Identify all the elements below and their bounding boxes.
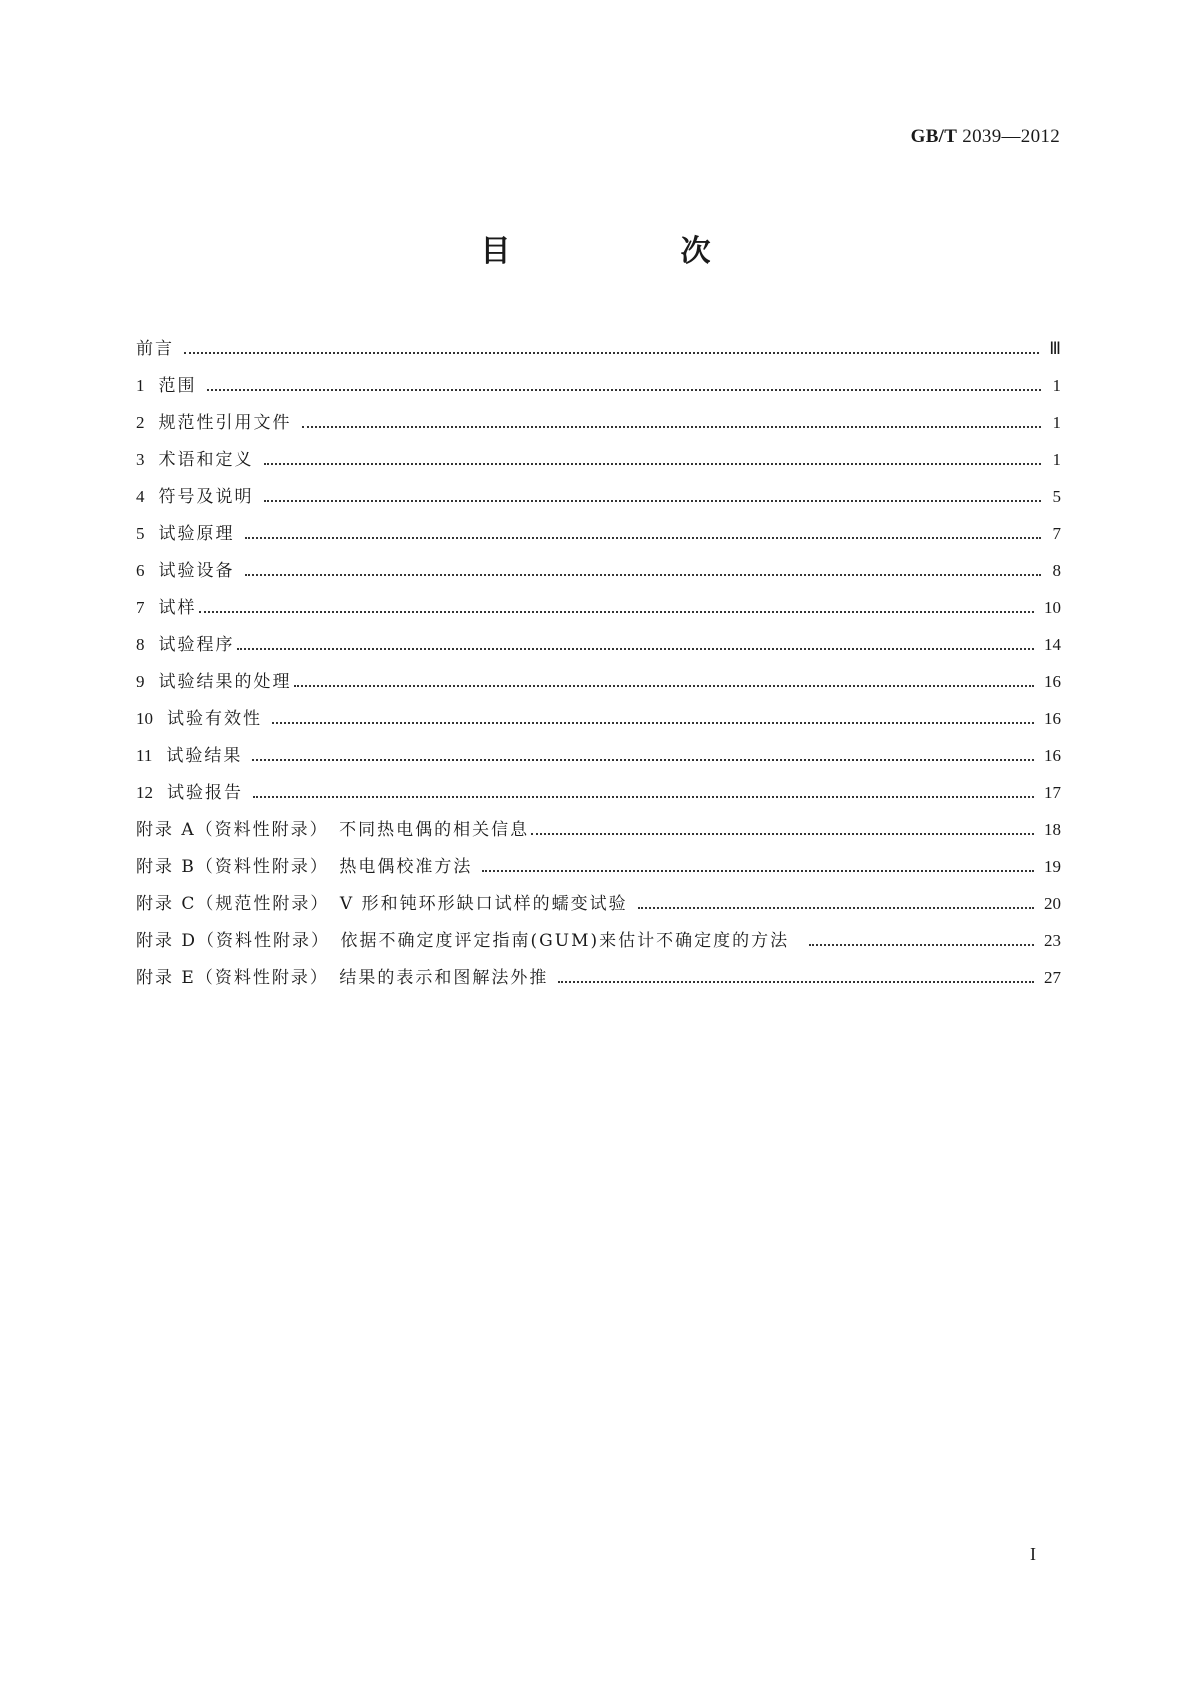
toc-entry-number: 7 bbox=[136, 598, 145, 617]
toc-entry-label: 试验报告 bbox=[167, 783, 243, 803]
toc-entry-number: 10 bbox=[136, 709, 153, 728]
toc-entry-annex-d[interactable] bbox=[136, 915, 1061, 952]
toc-entry-3[interactable] bbox=[136, 434, 1061, 471]
dot-leader bbox=[482, 870, 1034, 872]
toc-entry-7[interactable] bbox=[136, 582, 1061, 619]
toc-entry-2[interactable] bbox=[136, 397, 1061, 434]
toc-entry-number: 1 bbox=[136, 376, 145, 395]
dot-leader bbox=[294, 685, 1035, 687]
dot-leader bbox=[638, 907, 1034, 909]
toc-entry-page: 5 bbox=[1052, 487, 1061, 506]
toc-entry-label: 范围 bbox=[158, 376, 197, 396]
toc-entry-number: 11 bbox=[136, 746, 153, 765]
toc-entry-6[interactable] bbox=[136, 545, 1061, 582]
toc-entry-page: 27 bbox=[1044, 968, 1061, 987]
toc-entry-label: 附录 A（资料性附录） 不同热电偶的相关信息 bbox=[136, 820, 530, 840]
toc-entry-page: 16 bbox=[1044, 709, 1061, 728]
dot-leader bbox=[199, 611, 1035, 613]
toc-entry-page: 19 bbox=[1044, 857, 1061, 876]
toc-entry-9[interactable] bbox=[136, 656, 1061, 693]
toc-entry-number: 4 bbox=[136, 487, 145, 506]
toc-entry-number: 5 bbox=[136, 524, 145, 543]
dot-leader bbox=[207, 389, 1042, 391]
toc-entry-label: 试样 bbox=[158, 598, 197, 618]
toc-entry-label: 试验有效性 bbox=[167, 709, 262, 729]
toc-entry-annex-c[interactable] bbox=[136, 878, 1061, 915]
toc-entry-page: 1 bbox=[1052, 450, 1061, 469]
toc-entry-1[interactable] bbox=[136, 360, 1061, 397]
dot-leader bbox=[252, 759, 1034, 761]
toc-entry-page: Ⅲ bbox=[1049, 339, 1061, 358]
toc-entry-label: 符号及说明 bbox=[158, 487, 254, 507]
toc-entry-label: 附录 E（资料性附录） 结果的表示和图解法外推 bbox=[136, 968, 549, 988]
toc-entry-label: 术语和定义 bbox=[158, 450, 254, 470]
toc-entry-annex-a[interactable] bbox=[136, 804, 1061, 841]
toc-entry-label: 试验设备 bbox=[158, 561, 235, 581]
toc-entry-annex-b[interactable] bbox=[136, 841, 1061, 878]
dot-leader bbox=[184, 352, 1039, 354]
toc-entry-page: 1 bbox=[1052, 376, 1061, 395]
toc-entry-number: 3 bbox=[136, 450, 145, 469]
dot-leader bbox=[531, 833, 1034, 835]
table-of-contents bbox=[136, 323, 1061, 989]
dot-leader bbox=[253, 796, 1034, 798]
dot-leader bbox=[237, 648, 1035, 650]
standard-code bbox=[911, 126, 1060, 148]
standard-number: 2039—2012 bbox=[962, 126, 1060, 147]
toc-entry-page: 16 bbox=[1044, 672, 1061, 691]
standard-prefix: GB/T bbox=[910, 126, 958, 147]
toc-entry-page: 20 bbox=[1044, 894, 1061, 913]
toc-entry-page: 7 bbox=[1052, 524, 1061, 543]
page-number: I bbox=[1030, 1544, 1036, 1564]
toc-entry-page: 23 bbox=[1044, 931, 1061, 950]
dot-leader bbox=[272, 722, 1034, 724]
toc-entry-12[interactable] bbox=[136, 767, 1061, 804]
toc-entry-number: 9 bbox=[136, 672, 145, 691]
toc-entry-number: 8 bbox=[136, 635, 145, 654]
toc-entry-label: 附录 B（资料性附录） 热电偶校准方法 bbox=[136, 857, 473, 877]
toc-entry-4[interactable] bbox=[136, 471, 1061, 508]
toc-entry-8[interactable] bbox=[136, 619, 1061, 656]
toc-entry-page: 16 bbox=[1044, 746, 1061, 765]
toc-entry-label: 附录 C（规范性附录） V 形和钝环形缺口试样的蠕变试验 bbox=[136, 894, 628, 914]
toc-entry-10[interactable] bbox=[136, 693, 1061, 730]
toc-entry-label: 试验原理 bbox=[158, 524, 235, 544]
toc-entry-11[interactable] bbox=[136, 730, 1061, 767]
toc-entry-page: 10 bbox=[1044, 598, 1061, 617]
toc-entry-label: 规范性引用文件 bbox=[158, 413, 292, 433]
dot-leader bbox=[264, 500, 1042, 502]
toc-entry-page: 17 bbox=[1044, 783, 1061, 802]
page-title: 目 次 bbox=[480, 234, 781, 269]
toc-entry-label: 试验程序 bbox=[158, 635, 235, 655]
dot-leader bbox=[558, 981, 1034, 983]
toc-entry-annex-e[interactable] bbox=[136, 952, 1061, 989]
toc-entry-label: 附录 D（资料性附录） 依据不确定度评定指南(GUM)来估计不确定度的方法 bbox=[136, 931, 790, 951]
toc-entry-label: 试验结果 bbox=[166, 746, 243, 766]
dot-leader bbox=[245, 574, 1042, 576]
toc-entry-foreword[interactable] bbox=[136, 323, 1061, 360]
toc-entry-page: 1 bbox=[1052, 413, 1061, 432]
toc-entry-number: 12 bbox=[136, 783, 153, 802]
toc-entry-page: 14 bbox=[1044, 635, 1061, 654]
toc-entry-5[interactable] bbox=[136, 508, 1061, 545]
toc-entry-number: 2 bbox=[136, 413, 145, 432]
dot-leader bbox=[302, 426, 1042, 428]
dot-leader bbox=[809, 944, 1034, 946]
dot-leader bbox=[264, 463, 1042, 465]
toc-entry-label: 前言 bbox=[136, 339, 174, 359]
dot-leader bbox=[245, 537, 1042, 539]
toc-entry-label: 试验结果的处理 bbox=[158, 672, 292, 692]
toc-entry-page: 8 bbox=[1052, 561, 1061, 580]
toc-entry-number: 6 bbox=[136, 561, 145, 580]
toc-entry-page: 18 bbox=[1044, 820, 1061, 839]
